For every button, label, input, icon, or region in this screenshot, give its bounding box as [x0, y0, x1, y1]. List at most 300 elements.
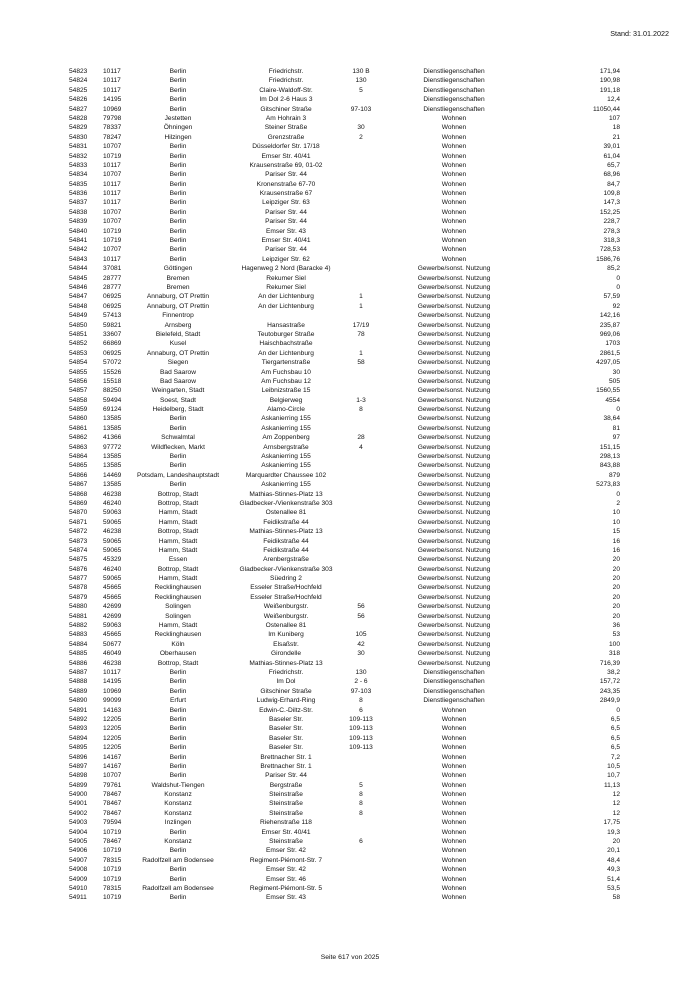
area-value: 969,06 — [599, 330, 620, 338]
street: Gitschiner Straße — [260, 105, 312, 113]
area-value: 0 — [616, 490, 620, 498]
street: Im Dol 2-6 Haus 3 — [259, 96, 313, 104]
usage-type: Dienstliegenschaften — [423, 68, 485, 75]
table-row — [0, 753, 700, 762]
usage-type: Wohnen — [441, 715, 467, 723]
table-row — [0, 217, 700, 226]
city: Hamm, Stadt — [158, 546, 198, 554]
house-number: 6 — [359, 838, 363, 846]
house-number: 109-113 — [349, 744, 373, 752]
postal-code: 15518 — [103, 377, 122, 385]
row-id: 54898 — [69, 772, 88, 780]
postal-code: 14195 — [103, 96, 122, 104]
house-number: 5 — [359, 86, 363, 94]
table-row — [0, 546, 700, 555]
postal-code: 10969 — [103, 687, 122, 695]
table-row — [0, 828, 700, 837]
area-value: 318,3 — [603, 237, 620, 245]
row-id: 54848 — [69, 302, 88, 310]
usage-type: Gewerbe/sonst. Nutzung — [417, 368, 491, 376]
table-row — [0, 818, 700, 827]
postal-code: 14195 — [103, 678, 122, 686]
table-row — [0, 593, 700, 602]
house-number: 105 — [355, 631, 367, 639]
postal-code: 10117 — [103, 161, 121, 169]
postal-code: 45665 — [103, 593, 122, 601]
city: Berlin — [169, 734, 187, 742]
table-row — [0, 152, 700, 161]
area-value: 20 — [612, 838, 620, 846]
postal-code: 59065 — [103, 575, 122, 583]
house-number: 130 — [355, 669, 367, 676]
row-id: 54910 — [69, 884, 88, 892]
area-value: 84,7 — [607, 180, 620, 188]
usage-type: Gewerbe/sonst. Nutzung — [417, 537, 491, 545]
city: Berlin — [169, 96, 187, 104]
street: Marquardter Chaussee 102 — [245, 471, 327, 479]
house-number: 1 — [359, 302, 363, 310]
area-value: 48,4 — [607, 856, 620, 864]
area-value: 318 — [608, 650, 620, 658]
street: Baseler Str. — [268, 725, 304, 733]
street: An der Lichtenburg — [258, 302, 314, 310]
postal-code: 10707 — [103, 218, 122, 226]
area-value: 85,2 — [607, 265, 620, 273]
row-id: 54851 — [69, 330, 88, 338]
city: Köln — [171, 640, 185, 648]
usage-type: Wohnen — [441, 838, 467, 846]
city: Wildflecken, Markt — [151, 443, 205, 451]
usage-type: Gewerbe/sonst. Nutzung — [417, 650, 491, 658]
city: Berlin — [169, 237, 187, 245]
area-value: 10,7 — [607, 772, 620, 780]
street: Im Kuniberg — [268, 631, 304, 639]
usage-type: Gewerbe/sonst. Nutzung — [417, 359, 491, 367]
area-value: 2 — [616, 499, 620, 507]
usage-type: Gewerbe/sonst. Nutzung — [417, 622, 491, 630]
city: Berlin — [169, 678, 187, 686]
row-id: 54874 — [69, 546, 88, 554]
row-id: 54840 — [69, 227, 88, 235]
city: Berlin — [169, 208, 187, 216]
area-value: 6,5 — [610, 715, 620, 723]
row-id: 54835 — [69, 180, 88, 188]
street: Friedrichstr. — [268, 669, 304, 676]
city: Bad Saarow — [160, 377, 196, 385]
table-row — [0, 537, 700, 546]
area-value: 20 — [612, 575, 620, 583]
area-value: 0 — [616, 406, 620, 414]
table-row — [0, 170, 700, 179]
usage-type: Gewerbe/sonst. Nutzung — [417, 293, 491, 301]
usage-type: Wohnen — [441, 734, 467, 742]
house-number: 8 — [359, 791, 363, 799]
street: Ostenallee 81 — [265, 622, 307, 630]
area-value: 53 — [612, 631, 620, 639]
table-row — [0, 349, 700, 358]
postal-code: 13585 — [103, 453, 122, 461]
area-value: 92 — [612, 302, 620, 310]
postal-code: 10719 — [103, 847, 122, 855]
postal-code: 79798 — [103, 114, 122, 122]
table-row — [0, 189, 700, 198]
table-row — [0, 649, 700, 658]
city: Berlin — [169, 77, 187, 85]
city: Berlin — [169, 894, 187, 902]
city: Finnentrop — [162, 312, 194, 320]
city: Radolfzell am Bodensee — [142, 856, 214, 864]
table-row — [0, 799, 700, 808]
usage-type: Wohnen — [441, 847, 467, 855]
row-id: 54833 — [69, 161, 88, 169]
row-id: 54866 — [69, 471, 88, 479]
table-row — [0, 386, 700, 395]
table-row — [0, 583, 700, 592]
postal-code: 10117 — [103, 255, 121, 263]
street: Am Hohrain 3 — [265, 114, 307, 122]
table-row — [0, 198, 700, 207]
row-id: 54878 — [69, 584, 88, 592]
city: Konstanz — [164, 838, 192, 846]
area-value: 728,53 — [599, 246, 620, 254]
area-value: 1703 — [605, 340, 620, 348]
postal-code: 79761 — [103, 781, 122, 789]
row-id: 54856 — [69, 377, 88, 385]
table-row — [0, 762, 700, 771]
city: Berlin — [169, 481, 187, 489]
street: Rekumer Siel — [266, 283, 306, 291]
area-value: 20 — [612, 603, 620, 611]
street: Ludwig-Erhard-Ring — [256, 697, 316, 705]
street: Claire-Waldoff-Str. — [259, 86, 313, 94]
city: Berlin — [169, 180, 187, 188]
area-value: 12,4 — [607, 96, 620, 104]
usage-type: Gewerbe/sonst. Nutzung — [417, 321, 491, 329]
row-id: 54881 — [69, 612, 88, 620]
street: Friedrichstr. — [268, 68, 304, 75]
street: Mathias-Stinnes-Platz 13 — [249, 528, 323, 536]
postal-code: 10117 — [103, 669, 121, 676]
table-row — [0, 105, 700, 114]
area-value: 151,15 — [599, 443, 620, 451]
street: Mathias-Stinnes-Platz 13 — [249, 490, 323, 498]
area-value: 0 — [616, 706, 620, 714]
usage-type: Dienstliegenschaften — [423, 77, 485, 85]
row-id: 54909 — [69, 875, 88, 883]
row-id: 54850 — [69, 321, 88, 329]
street: Baseler Str. — [268, 715, 304, 723]
usage-type: Wohnen — [441, 171, 467, 179]
usage-type: Wohnen — [441, 208, 467, 216]
house-number: 4 — [359, 443, 363, 451]
street: Teutoburger Straße — [257, 330, 315, 338]
city: Berlin — [169, 152, 187, 160]
area-value: 81 — [612, 424, 620, 432]
city: Radolfzell am Bodensee — [142, 884, 214, 892]
street: Steinstraße — [269, 838, 303, 846]
stand-date: Stand: 31.01.2022 — [610, 29, 669, 38]
street: Ostenallee 81 — [265, 509, 307, 517]
area-value: 12 — [612, 809, 620, 817]
usage-type: Gewerbe/sonst. Nutzung — [417, 593, 491, 601]
postal-code: 59063 — [103, 509, 122, 517]
usage-type: Gewerbe/sonst. Nutzung — [417, 612, 491, 620]
row-id: 54836 — [69, 190, 88, 198]
usage-type: Gewerbe/sonst. Nutzung — [417, 424, 491, 432]
city: Berlin — [169, 227, 187, 235]
city: Arnsberg — [164, 321, 192, 329]
table-row — [0, 123, 700, 132]
city: Bad Saarow — [160, 368, 196, 376]
property-table — [0, 67, 700, 903]
postal-code: 10117 — [103, 77, 121, 85]
city: Berlin — [169, 143, 187, 151]
postal-code: 14167 — [103, 753, 122, 761]
row-id: 54895 — [69, 744, 88, 752]
table-row — [0, 856, 700, 865]
table-row — [0, 255, 700, 264]
area-value: 38,2 — [607, 669, 620, 676]
postal-code: 57413 — [103, 312, 122, 320]
city: Berlin — [169, 415, 187, 423]
row-id: 54853 — [69, 349, 88, 357]
row-id: 54832 — [69, 152, 88, 160]
street: Feidikstraße 44 — [263, 546, 309, 554]
row-id: 54887 — [69, 669, 88, 676]
street: Feidikstraße 44 — [263, 537, 309, 545]
usage-type: Wohnen — [441, 114, 467, 122]
house-number: 8 — [359, 697, 363, 705]
row-id: 54852 — [69, 340, 88, 348]
row-id: 54900 — [69, 791, 88, 799]
street: Askanierring 155 — [261, 481, 311, 489]
house-number: 2 — [359, 133, 363, 141]
street: Emser Str. 42 — [266, 847, 306, 855]
table-row — [0, 677, 700, 686]
postal-code: 13585 — [103, 462, 122, 470]
usage-type: Wohnen — [441, 246, 467, 254]
postal-code: 88250 — [103, 387, 122, 395]
city: Berlin — [169, 847, 187, 855]
city: Berlin — [169, 762, 187, 770]
city: Siegen — [167, 359, 189, 367]
area-value: 57,59 — [603, 293, 620, 301]
postal-code: 78337 — [103, 124, 122, 132]
area-value: 505 — [608, 377, 620, 385]
row-id: 54838 — [69, 208, 88, 216]
city: Weingarten, Stadt — [151, 387, 205, 395]
usage-type: Gewerbe/sonst. Nutzung — [417, 462, 491, 470]
area-value: 12 — [612, 791, 620, 799]
usage-type: Dienstliegenschaften — [423, 678, 485, 686]
street: Elsaßstr. — [273, 640, 299, 648]
usage-type: Gewerbe/sonst. Nutzung — [417, 584, 491, 592]
usage-type: Wohnen — [441, 124, 467, 132]
usage-type: Gewerbe/sonst. Nutzung — [417, 265, 491, 273]
usage-type: Wohnen — [441, 875, 467, 883]
city: Berlin — [169, 68, 187, 75]
area-value: 0 — [616, 283, 620, 291]
area-value: 107 — [608, 114, 620, 122]
usage-type: Wohnen — [441, 744, 467, 752]
table-row — [0, 283, 700, 292]
usage-type: Wohnen — [441, 190, 467, 198]
postal-code: 28777 — [103, 274, 122, 282]
street: Baseler Str. — [268, 744, 304, 752]
usage-type: Dienstliegenschaften — [423, 669, 485, 676]
table-row — [0, 414, 700, 423]
area-value: 142,16 — [599, 312, 620, 320]
city: Jestetten — [164, 114, 192, 122]
house-number: 8 — [359, 406, 363, 414]
area-value: 716,39 — [599, 659, 620, 667]
city: Berlin — [169, 218, 187, 226]
street: Düsseldorfer Str. 17/18 — [252, 143, 320, 151]
area-value: 51,4 — [607, 875, 620, 883]
row-id: 54861 — [69, 424, 88, 432]
street: Gladbecker-/Vienkenstraße 303 — [239, 565, 333, 573]
street: Hagenweg 2 Nord (Baracke 4) — [241, 265, 331, 273]
postal-code: 10707 — [103, 171, 122, 179]
city: Berlin — [169, 190, 187, 198]
postal-code: 78247 — [103, 133, 122, 141]
street: Steiner Straße — [264, 124, 308, 132]
street: Weißenburgstr. — [263, 612, 309, 620]
street: Krausenstraße 69, 01-02 — [249, 161, 323, 169]
postal-code: 69124 — [103, 406, 122, 414]
row-id: 54879 — [69, 593, 88, 601]
postal-code: 14163 — [103, 706, 122, 714]
area-value: 298,13 — [599, 453, 620, 461]
postal-code: 10969 — [103, 105, 122, 113]
table-row — [0, 630, 700, 639]
house-number: 130 — [355, 77, 367, 85]
area-value: 843,88 — [599, 462, 620, 470]
table-row — [0, 480, 700, 489]
street: Emser Str. 40/41 — [261, 152, 311, 160]
row-id: 54860 — [69, 415, 88, 423]
table-row — [0, 274, 700, 283]
postal-code: 59065 — [103, 518, 122, 526]
street: Mathias-Stinnes-Platz 13 — [249, 659, 323, 667]
area-value: 12 — [612, 800, 620, 808]
postal-code: 06925 — [103, 349, 122, 357]
usage-type: Wohnen — [441, 180, 467, 188]
table-row — [0, 602, 700, 611]
table-row — [0, 67, 700, 76]
postal-code: 59063 — [103, 622, 122, 630]
house-number: 130 B — [352, 68, 370, 75]
street: Steinstraße — [269, 800, 303, 808]
city: Konstanz — [164, 800, 192, 808]
street: Pariser Str. 44 — [265, 208, 307, 216]
row-id: 54897 — [69, 762, 88, 770]
row-id: 54908 — [69, 866, 88, 874]
table-row — [0, 424, 700, 433]
usage-type: Dienstliegenschaften — [423, 105, 485, 113]
row-id: 54837 — [69, 199, 88, 207]
table-row — [0, 640, 700, 649]
area-value: 68,96 — [603, 171, 620, 179]
city: Bielefeld, Stadt — [155, 330, 201, 338]
house-number: 42 — [357, 640, 365, 648]
city: Hamm, Stadt — [158, 537, 198, 545]
row-id: 54899 — [69, 781, 88, 789]
usage-type: Gewerbe/sonst. Nutzung — [417, 546, 491, 554]
table-row — [0, 696, 700, 705]
row-id: 54865 — [69, 462, 88, 470]
street: Edwin-C.-Diltz-Str. — [259, 706, 313, 714]
row-id: 54885 — [69, 650, 88, 658]
city: Berlin — [169, 753, 187, 761]
table-row — [0, 471, 700, 480]
usage-type: Gewerbe/sonst. Nutzung — [417, 471, 491, 479]
city: Bottrop, Stadt — [157, 528, 199, 536]
city: Oberhausen — [159, 650, 197, 658]
area-value: 49,3 — [607, 866, 620, 874]
row-id: 54870 — [69, 509, 88, 517]
usage-type: Gewerbe/sonst. Nutzung — [417, 387, 491, 395]
postal-code: 41366 — [103, 434, 122, 442]
city: Hamm, Stadt — [158, 622, 198, 630]
usage-type: Wohnen — [441, 894, 467, 902]
table-row — [0, 264, 700, 273]
row-id: 54862 — [69, 434, 88, 442]
city: Recklinghausen — [154, 593, 202, 601]
table-row — [0, 161, 700, 170]
postal-code: 14167 — [103, 762, 122, 770]
house-number: 56 — [357, 612, 365, 620]
city: Berlin — [169, 246, 187, 254]
street: Pariser Str. 44 — [265, 246, 307, 254]
usage-type: Gewerbe/sonst. Nutzung — [417, 631, 491, 639]
table-row — [0, 292, 700, 301]
postal-code: 10707 — [103, 772, 122, 780]
city: Soest, Stadt — [160, 396, 196, 404]
street: Emser Str. 40/41 — [261, 237, 311, 245]
usage-type: Wohnen — [441, 753, 467, 761]
house-number: 1 — [359, 349, 363, 357]
table-row — [0, 405, 700, 414]
row-id: 54891 — [69, 706, 88, 714]
house-number: 109-113 — [349, 715, 373, 723]
street: Friedrichstr. — [268, 77, 304, 85]
usage-type: Wohnen — [441, 133, 467, 141]
street: Im Dol — [276, 678, 296, 686]
area-value: 39,01 — [603, 143, 620, 151]
street: Am Fuchsbau 10 — [261, 368, 311, 376]
area-value: 228,7 — [603, 218, 620, 226]
city: Berlin — [169, 866, 187, 874]
street: Gladbecker-/Vienkenstraße 303 — [239, 499, 333, 507]
area-value: 235,87 — [599, 321, 620, 329]
table-row — [0, 227, 700, 236]
house-number: 5 — [359, 781, 363, 789]
street: Am Fuchsbau 12 — [261, 377, 311, 385]
area-value: 1586,76 — [596, 255, 620, 263]
usage-type: Wohnen — [441, 884, 467, 892]
postal-code: 59494 — [103, 396, 122, 404]
postal-code: 12205 — [103, 715, 122, 723]
table-row — [0, 133, 700, 142]
area-value: 53,5 — [607, 884, 620, 892]
table-row — [0, 734, 700, 743]
street: Askanierring 155 — [261, 453, 311, 461]
row-id: 54834 — [69, 171, 88, 179]
usage-type: Gewerbe/sonst. Nutzung — [417, 312, 491, 320]
street: Emser Str. 42 — [266, 866, 306, 874]
postal-code: 10117 — [103, 86, 121, 94]
